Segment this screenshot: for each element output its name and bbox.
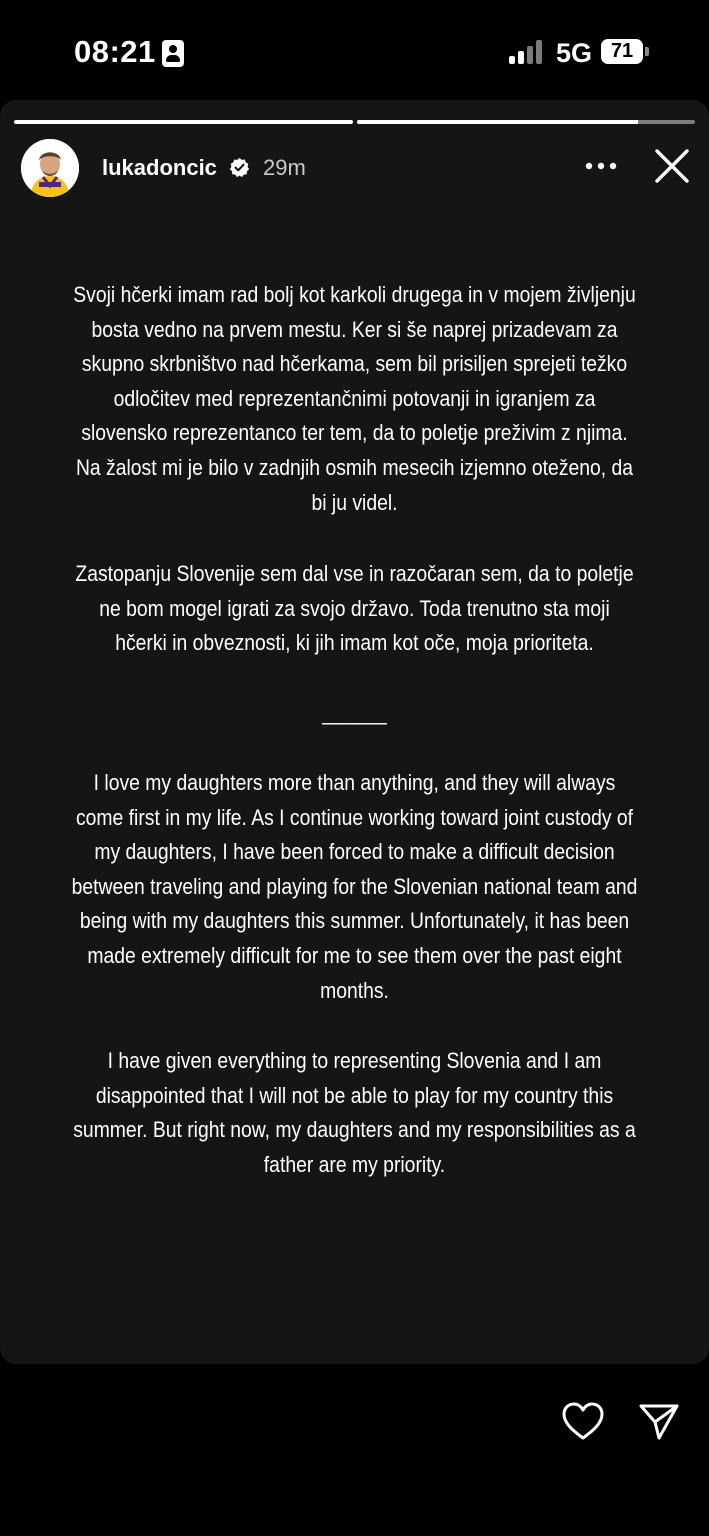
story-viewer[interactable] bbox=[0, 100, 709, 1364]
battery-level: 71 bbox=[610, 40, 634, 62]
close-icon[interactable] bbox=[652, 146, 692, 186]
network-type: 5G bbox=[556, 38, 593, 68]
story-time-ago: 29m bbox=[263, 155, 306, 180]
status-bar bbox=[0, 0, 709, 100]
battery-icon bbox=[601, 39, 643, 64]
more-options-icon[interactable] bbox=[584, 154, 618, 178]
story-divider: ______ bbox=[322, 700, 387, 725]
verified-badge-icon bbox=[229, 157, 250, 178]
profile-avatar[interactable] bbox=[21, 139, 79, 197]
status-time: 08:21 bbox=[74, 34, 156, 69]
signal-bars-icon bbox=[509, 40, 545, 64]
story-paragraph-3: I love my daughters more than anything, and they will always come first in my life. As I continue working toward joint custody of my daughters, I have been forced to make a difficult decision between traveling and playing for the Slovenian national team and being with my daughters this summer. Unfortunately, it has been made extremely difficult for me to see them over the past eight months. bbox=[71, 770, 638, 1003]
battery-cap bbox=[645, 47, 649, 56]
story-progress-1-fill bbox=[14, 120, 353, 124]
contact-card-icon bbox=[162, 40, 184, 67]
story-progress-2 bbox=[357, 120, 695, 124]
story-username[interactable]: lukadoncic bbox=[102, 155, 217, 180]
avatar-image bbox=[21, 139, 79, 197]
heart-icon[interactable] bbox=[560, 1400, 606, 1442]
story-progress-1 bbox=[14, 120, 353, 124]
send-icon[interactable] bbox=[637, 1400, 681, 1442]
story-progress-2-fill bbox=[357, 120, 638, 124]
story-paragraph-4: I have given everything to representing Slovenia and I am disappointed that I will not be able to play for my country this summer. But right now, my daughters and my responsibilities as a father are my priority. bbox=[73, 1048, 636, 1177]
story-footer bbox=[0, 1364, 709, 1536]
story-paragraph-2: Zastopanju Slovenije sem dal vse in razočaran sem, da to poletje ne bom mogel igrati za svojo državo. Toda trenutno sta moji hčerki in obveznosti, ki jih imam kot oče, moja prioriteta. bbox=[75, 561, 634, 656]
story-paragraph-1: Svoji hčerki imam rad bolj kot karkoli drugega in v mojem življenju bosta vedno na prvem mestu. Ker si še naprej prizadevam za skupno skrbništvo nad hčerkama, sem bil prisiljen sprejeti težko odločitev med reprezentančnimi potovanji in igranjem za slovensko reprezentanco ter tem, da to poletje preživim z njima. Na žalost mi je bilo v zadnjih osmih mesecih izjemno oteženo, da bi ju videl. bbox=[73, 282, 636, 515]
